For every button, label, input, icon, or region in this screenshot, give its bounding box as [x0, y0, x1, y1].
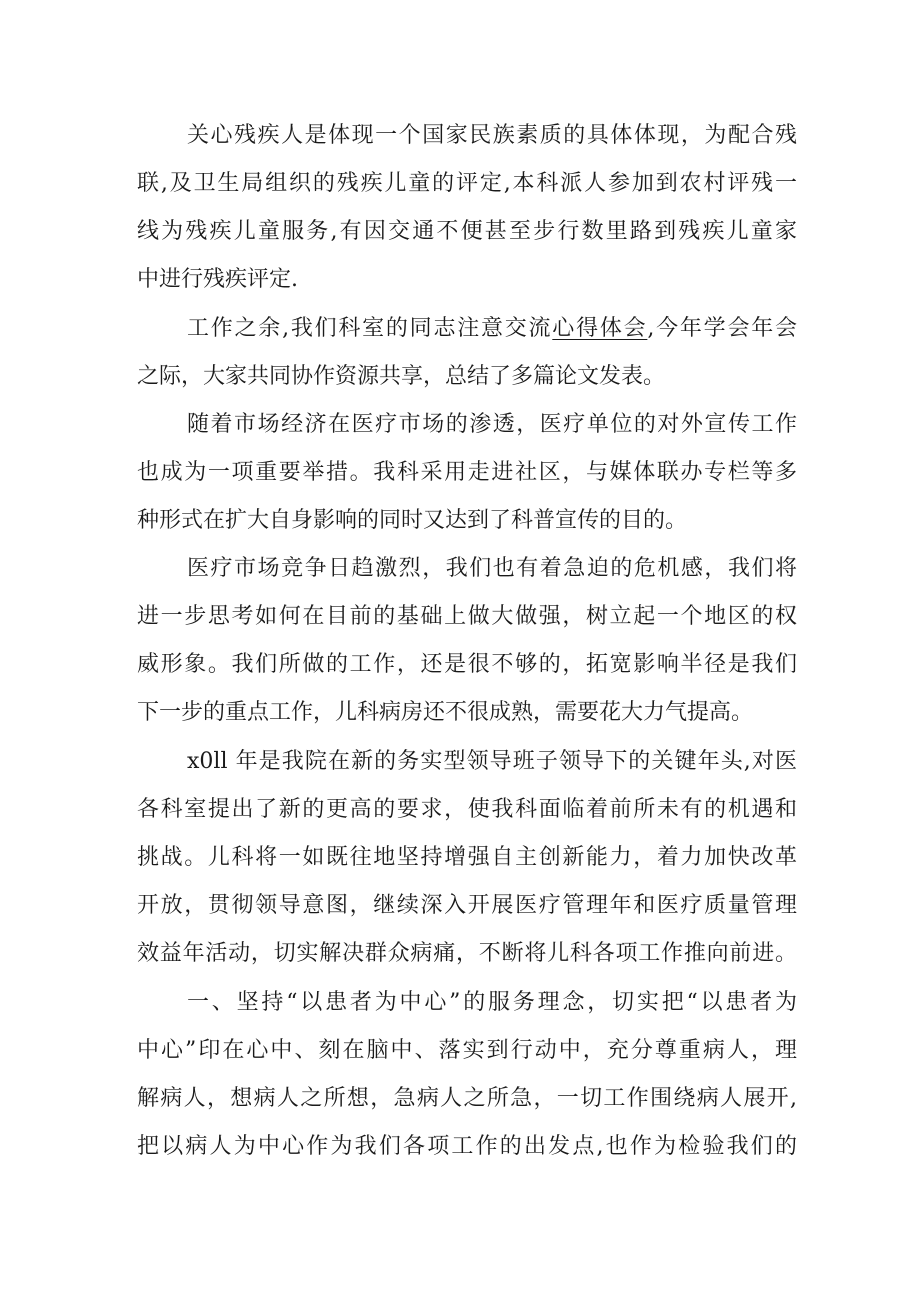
- text-line: 开放，贯彻领导意图，继续深入开展医疗管理年和医疗质量管理: [137, 893, 797, 918]
- text-line: 种形式在扩大自身影响的同时又达到了科普宣传的目的。: [137, 508, 688, 533]
- text-line: 关心残疾人是体现一个国家民族素质的具体体现，为配合残: [187, 123, 797, 148]
- text-line: 中进行残疾评定.: [137, 267, 298, 292]
- text-line: 联,及卫生局组织的残疾儿童的评定,本科派人参加到农村评残一: [137, 171, 797, 196]
- text-segment: ,今年学会年会: [647, 316, 797, 341]
- text-line: 一、坚持“以患者为中心”的服务理念，切实把“以患者为: [187, 990, 797, 1015]
- insight-link[interactable]: 心得体会: [552, 316, 648, 341]
- text-line: 医疗市场竞争日趋激烈，我们也有着急迫的危机感，我们将: [187, 556, 797, 581]
- text-line: 威形象。我们所做的工作，还是很不够的，拓宽影响半径是我们: [137, 652, 797, 677]
- text-line: 中心”印在心中、刻在脑中、落实到行动中，充分尊重病人，理: [137, 1038, 797, 1063]
- text-line: 各科室提出了新的更高的要求，使我科面临着前所未有的机遇和: [137, 797, 797, 822]
- text-segment: 工作之余,我们科室的同志注意交流: [187, 316, 553, 341]
- text-line: 也成为一项重要举措。我科采用走进社区，与媒体联办专栏等多: [137, 460, 797, 485]
- text-line: 之际，大家共同协作资源共享，总结了多篇论文发表。: [137, 364, 666, 389]
- text-line: [187, 309, 797, 349]
- text-line: 线为残疾儿童服务,有因交通不便甚至步行数里路到残疾儿童家: [137, 219, 797, 244]
- text-line: x0ll 年是我院在新的务实型领导班子领导下的关键年头,对医: [187, 749, 797, 774]
- text-line: 挑战。儿科将一如既往地坚持增强自主创新能力，着力加快改革: [137, 845, 797, 870]
- text-line: 把以病人为中心作为我们各项工作的出发点,也作为检验我们的: [137, 1134, 797, 1159]
- text-line: 效益年活动，切实解决群众病痛，不断将儿科各项工作推向前进。: [137, 941, 797, 966]
- text-line: 进一步思考如何在目前的基础上做大做强，树立起一个地区的权: [137, 604, 797, 629]
- text-line: 下一步的重点工作，儿科病房还不很成熟，需要花大力气提高。: [137, 700, 754, 725]
- text-line: 解病人，想病人之所想，急病人之所急，一切工作围绕病人展开,: [137, 1086, 797, 1111]
- text-line: 随着市场经济在医疗市场的渗透，医疗单位的对外宣传工作: [187, 412, 797, 437]
